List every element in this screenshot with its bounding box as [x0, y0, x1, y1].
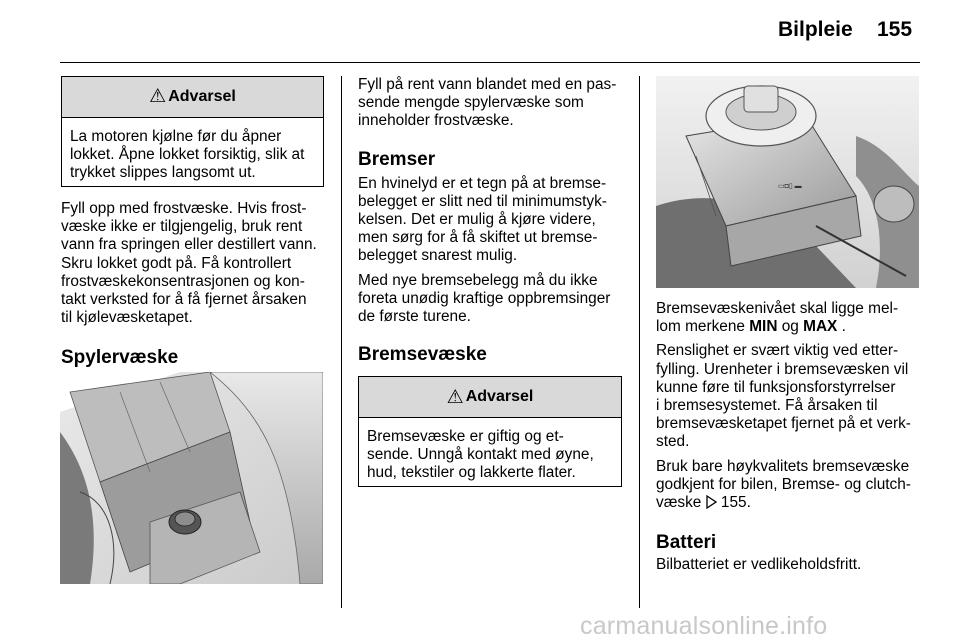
warning-line: lokket. Åpne lokket forsiktig, slik at: [70, 146, 305, 164]
washer-fluid-illustration: [60, 372, 323, 584]
paragraph-line: Fyll opp med frostvæske. Hvis frost-: [61, 200, 307, 217]
min-marking: MIN: [749, 318, 778, 336]
paragraph-line: kelsen. Det er mulig å kjøre videre,: [358, 211, 596, 229]
warning-title: Advarsel: [168, 87, 236, 105]
column-1: [61, 76, 324, 369]
paragraph-line: fylling. Urenheter i bremsevæsken vil: [656, 360, 909, 378]
warning-text: [359, 418, 621, 491]
paragraph-line: inneholder frostvæske.: [358, 112, 514, 130]
paragraph-line: til kjølevæsketapet.: [61, 309, 193, 327]
column-2: [358, 76, 622, 366]
paragraph-line: vann fra springen eller destillert vann.: [61, 236, 317, 254]
washer-reservoir-drawing: [60, 372, 323, 584]
page-number: 155: [877, 18, 913, 41]
warning-triangle-icon: ⚠: [446, 386, 464, 408]
brakes-paragraph-1: [358, 175, 622, 266]
brake-fluid-reservoir-illustration: [656, 76, 919, 288]
level-text: .: [837, 318, 846, 336]
paragraph-line: de første turene.: [358, 308, 471, 326]
brake-reservoir-drawing: [656, 76, 919, 288]
warning-header: [62, 77, 323, 118]
brake-level-paragraph: [656, 300, 926, 336]
high-quality-fluid-paragraph: [656, 458, 926, 515]
paragraph-line: i bremsesystemet. Få årsaken til: [656, 397, 878, 415]
running-header-title: Bilpleie: [778, 18, 853, 41]
reservoir-label-marking: ▭◘▯ ▬: [778, 183, 802, 190]
heading-brake-fluid: Bremsevæske: [358, 344, 487, 366]
warning-text: [62, 118, 323, 191]
warning-line: La motoren kjølne før du åpner: [70, 128, 282, 145]
page-reference-arrow-icon[interactable]: [706, 495, 717, 514]
level-text: lom merkene: [656, 318, 750, 336]
page-reference-link[interactable]: 155.: [716, 494, 751, 512]
washer-fill-paragraph: [358, 76, 622, 131]
paragraph-line: kunne føre til funksjonsforstyrrelser: [656, 378, 896, 396]
paragraph-line: Bilbatteriet er vedlikeholdsfritt.: [656, 556, 862, 574]
brakes-paragraph-2: [358, 272, 622, 327]
cleanliness-paragraph: [656, 342, 926, 451]
battery-paragraph: [656, 556, 926, 574]
warning-line: hud, tekstiler og lakkerte flater.: [367, 464, 576, 482]
coolant-paragraph: [61, 200, 324, 327]
paragraph-text: væske: [656, 494, 706, 512]
max-marking: MAX: [803, 318, 838, 336]
paragraph-line: sende mengde spylervæske som: [358, 94, 584, 112]
column-divider-2: [639, 76, 640, 608]
paragraph-line: bremsevæsketapet fjernet på et verk-: [656, 415, 911, 433]
paragraph-line: belegget snarest mulig.: [358, 247, 518, 265]
warning-line: Bremsevæske er giftig og et-: [367, 428, 564, 445]
header-rule: [60, 62, 920, 63]
paragraph-line: Renslighet er svært viktig ved etter-: [656, 342, 899, 360]
heading-washer-fluid: Spylervæske: [61, 347, 179, 369]
paragraph-line: sted.: [656, 433, 690, 451]
paragraph-line: belegget er slitt ned til minimumstyk-: [358, 192, 607, 210]
warning-line: trykket slippes langsomt ut.: [70, 164, 256, 182]
paragraph-line: væske ikke er tilgjengelig, bruk rent: [61, 218, 303, 236]
heading-brakes: Bremser: [358, 148, 436, 170]
paragraph-line: takt verksted for å få fjernet årsaken: [61, 291, 307, 309]
paragraph-line: godkjent for bilen, Bremse- og clutch-: [656, 475, 911, 493]
paragraph-line: En hvinelyd er et tegn på at bremse-: [358, 174, 607, 192]
paragraph-line: Med nye bremsebelegg må du ikke: [358, 271, 598, 289]
paragraph-line: Fyll på rent vann blandet med en pas-: [358, 76, 617, 93]
paragraph-line: Bruk bare høykvalitets bremsevæske: [656, 457, 910, 475]
watermark: carmanualsonline.info: [580, 612, 828, 640]
level-text: og: [777, 318, 804, 336]
warning-title: Advarsel: [465, 388, 534, 405]
column-divider-1: [341, 76, 342, 608]
paragraph-line: [656, 318, 926, 336]
paragraph-line: [656, 494, 926, 514]
column-3: [656, 300, 926, 580]
warning-line: sende. Unngå kontakt med øyne,: [367, 446, 594, 464]
brake-fluid-warning-box: [358, 376, 622, 487]
paragraph-line: frostvæskekonsentrasjonen og kon-: [61, 272, 305, 290]
paragraph-line: men sørg for å få skiftet ut bremse-: [358, 229, 598, 247]
paragraph-line: Skru lokket godt på. Få kontrollert: [61, 254, 292, 272]
paragraph-line: Bremsevæskenivået skal ligge mel-: [656, 300, 899, 317]
heading-battery: Batteri: [656, 532, 717, 554]
coolant-warning-box: [61, 76, 324, 187]
paragraph-line: foreta unødig kraftige oppbremsinger: [358, 289, 611, 307]
warning-header: [359, 377, 621, 418]
warning-triangle-icon: ⚠: [149, 85, 167, 107]
